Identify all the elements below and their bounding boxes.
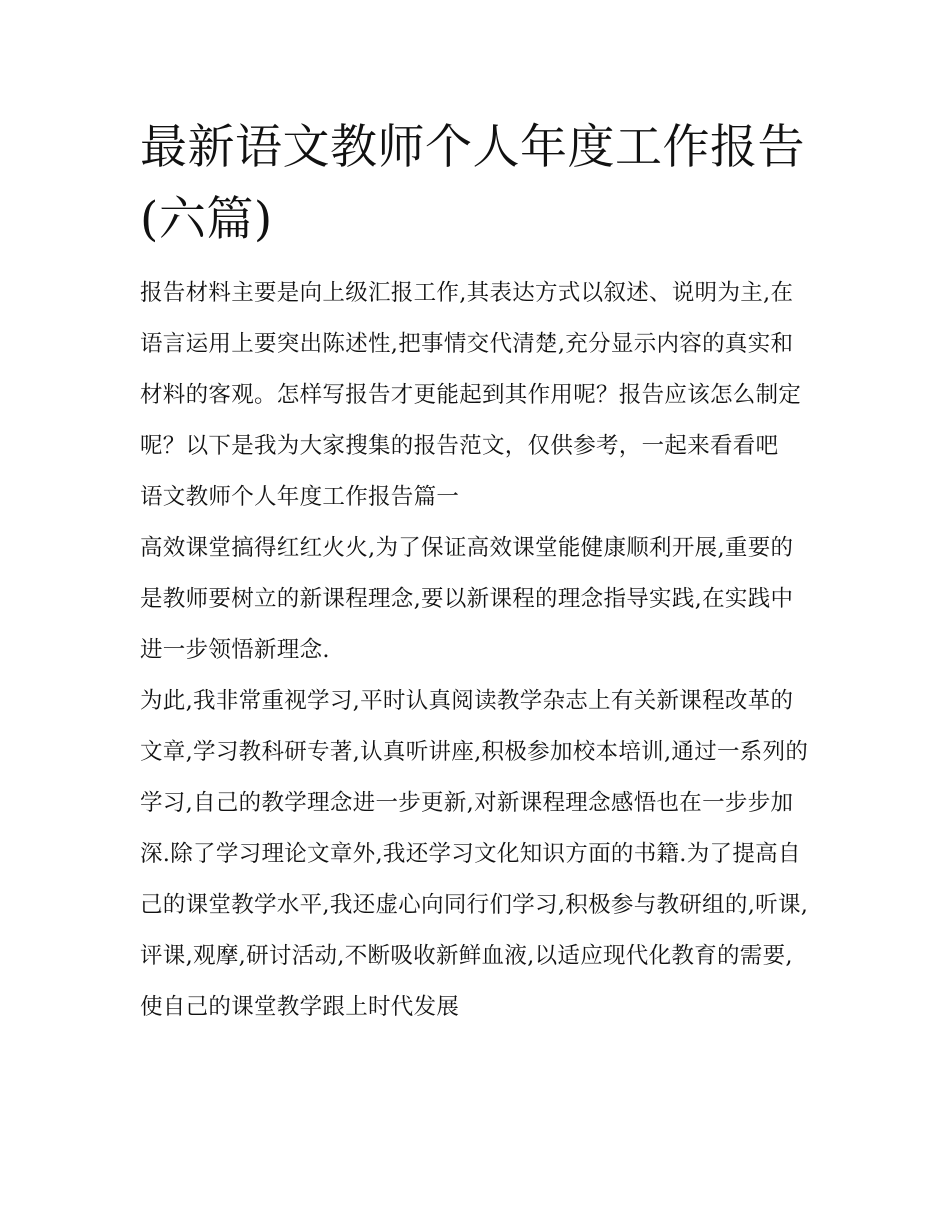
intro-paragraph: 报告材料主要是向上级汇报工作,其表达方式以叙述、说明为主,在语言运用上要突出陈述性,把事情交代清楚,充分显示内容的真实和材料的客观。怎样写报告才更能起到其作用呢？报告应该怎么制定呢？以下是我为大家搜集的报告范文，仅供参考，一起来看看吧 xyxy=(140,280,802,459)
body-paragraph: 高效课堂搞得红红火火,为了保证高效课堂能健康顺利开展,重要的是教师要树立的新课程理念,要以新课程的理念指导实践,在实践中进一步领悟新理念. xyxy=(140,535,794,663)
document-title: 最新语文教师个人年度工作报告(六篇) xyxy=(140,120,805,247)
document-body xyxy=(140,112,815,1033)
body-paragraph: 为此,我非常重视学习,平时认真阅读教学杂志上有关新课程改革的文章,学习教科研专著,认真听讲座,积极参加校本培训,通过一系列的学习,自己的教学理念进一步更新,对新课程理念感悟也在一步步加深.除了学习理论文章外,我还学习文化知识方面的书籍.为了提高自己的课堂教学水平,我还虚心向同行们学习,积极参与教研组的,听课,评课,观摩,研讨活动,不断吸收新鲜血液,以适应现代化教育的需要,使自己的课堂教学跟上时代发展 xyxy=(140,688,809,1020)
section-heading: 语文教师个人年度工作报告篇一 xyxy=(140,484,460,510)
